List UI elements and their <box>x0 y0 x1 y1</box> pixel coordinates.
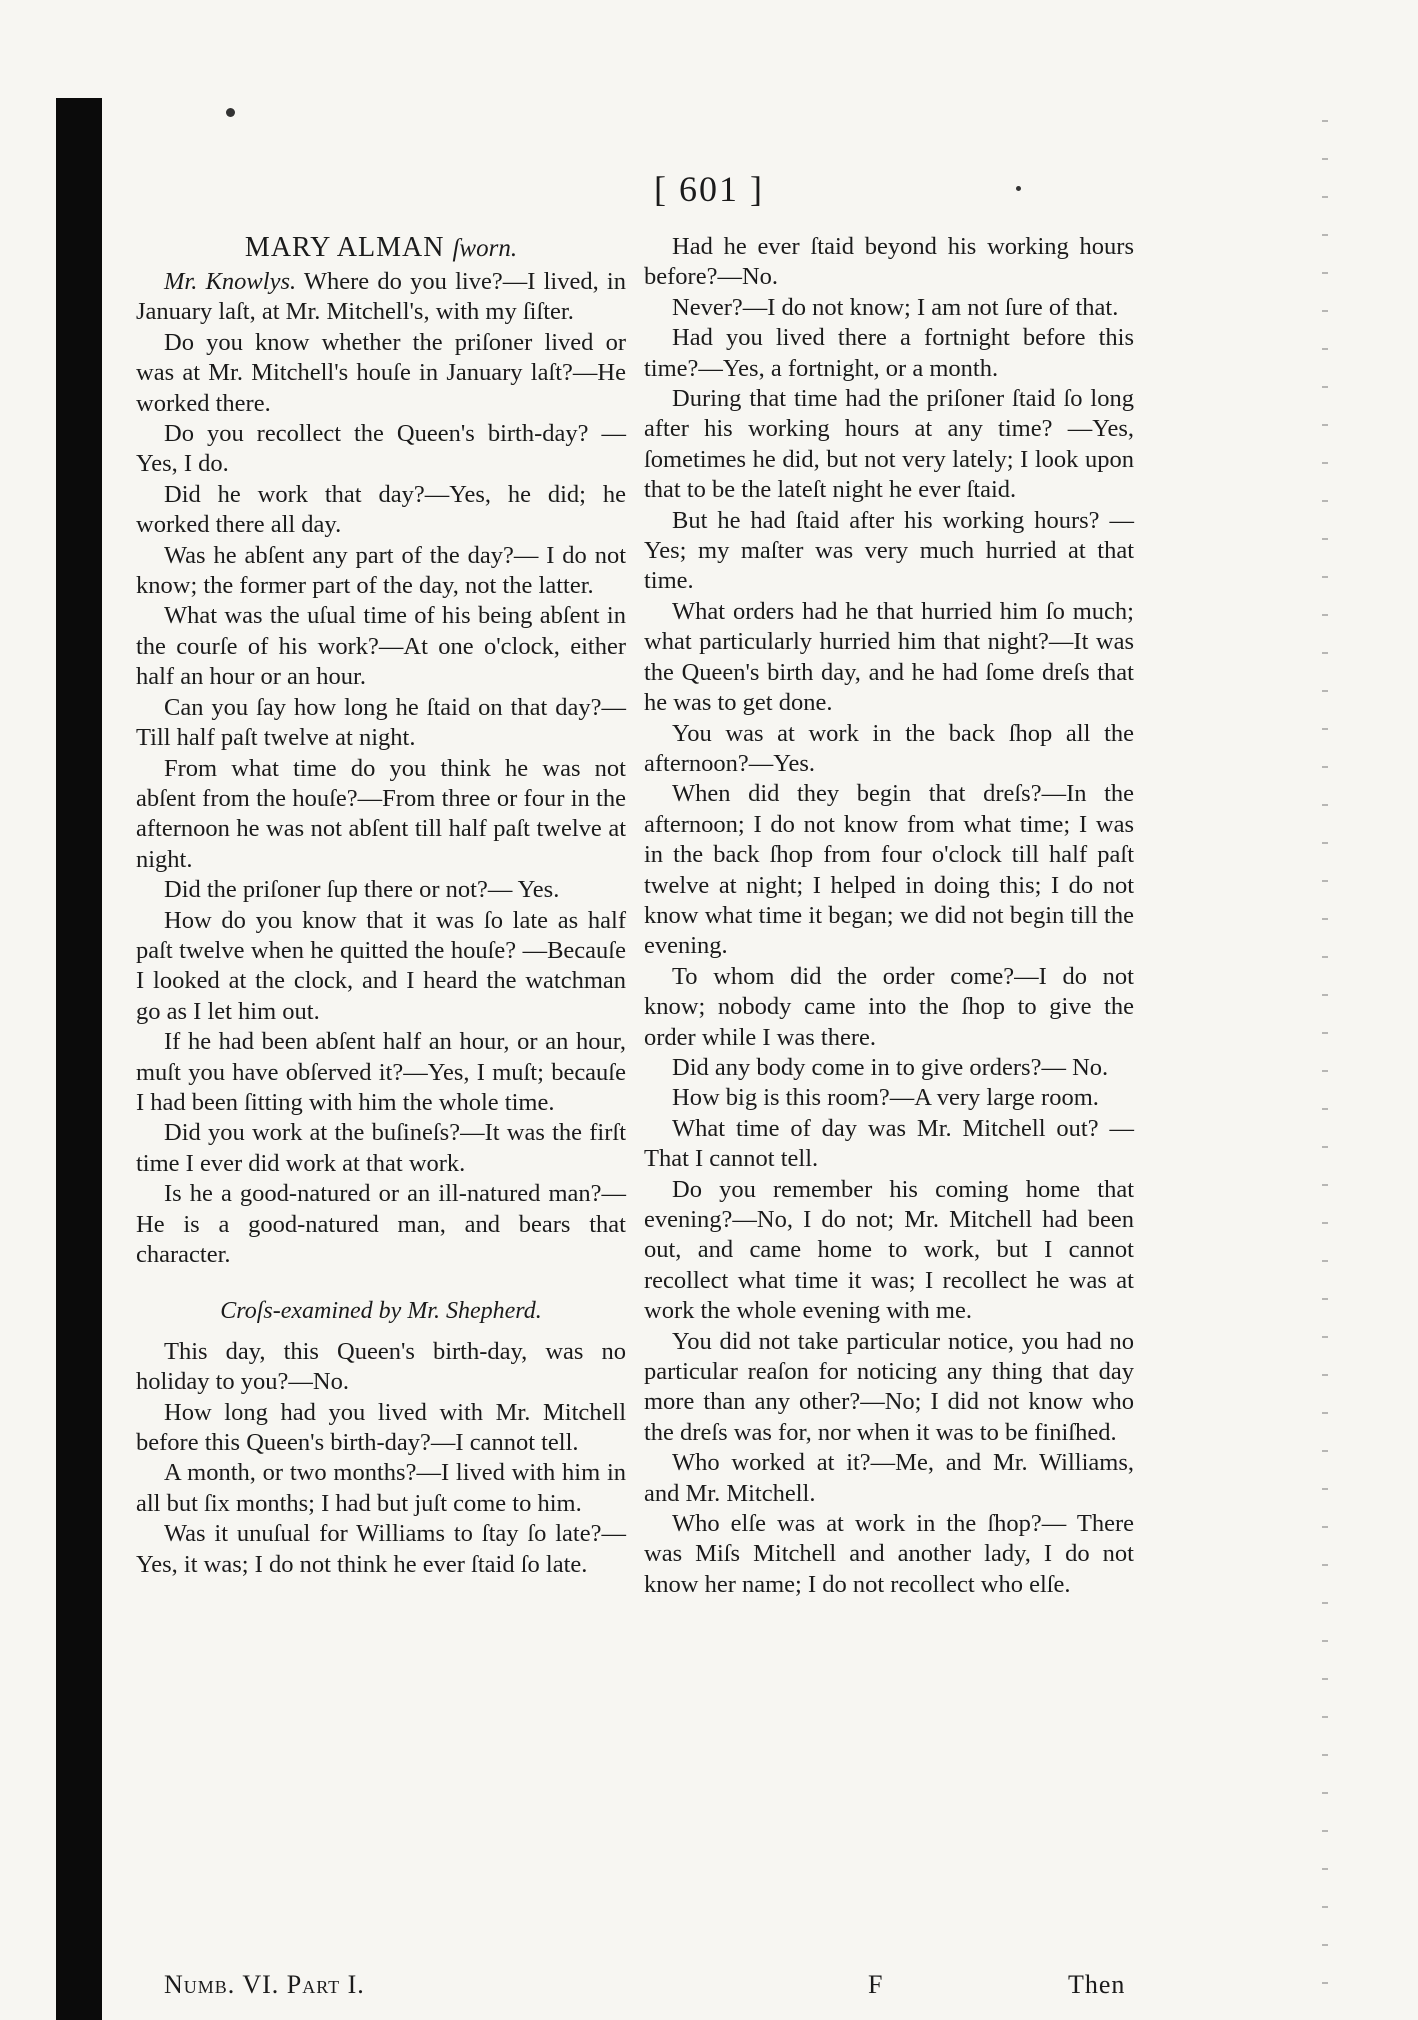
testimony-paragraph: Did any body come in to give orders?— No. <box>672 1053 1109 1081</box>
witness-heading <box>136 232 626 265</box>
testimony-paragraph: Was he abſent any part of the day?— I do not know; the former part of the day, not the latter. <box>136 541 626 600</box>
testimony-paragraph: To whom did the order come?—I do not know; nobody came into the ſhop to give the order while I was there. <box>644 962 1134 1051</box>
witness-status: ſworn. <box>452 235 518 262</box>
margin-specks <box>1322 120 1328 2000</box>
witness-name: MARY ALMAN <box>244 232 445 263</box>
signature-mark: F <box>868 1970 884 1999</box>
testimony-paragraph: A month, or two months?—I lived with him in all but ſix months; I had but juſt come to him. <box>136 1459 626 1517</box>
left-column <box>136 232 626 1580</box>
testimony-paragraph: Who elſe was at work in the ſhop?— There was Miſs Mitchell and another lady, I do not know her name; I do not recollect who elſe. <box>644 1510 1134 1598</box>
page-number: [ 601 ] <box>654 169 764 209</box>
cross-examination-heading: Croſs-examined by Mr. Shepherd. <box>220 1298 542 1325</box>
testimony-paragraph: How long had you lived with Mr. Mitchell before this Queen's birth-day?—I cannot tell. <box>136 1398 626 1457</box>
speaker-label: Mr. Knowlys. <box>164 268 297 295</box>
testimony-paragraph: Do you know whether the priſoner lived or was at Mr. Mitchell's houſe in January laſt?—He worked there. <box>136 328 626 417</box>
testimony-paragraph: Is he a good-natured or an ill-natured man?—He is a good-natured man, and bears that character. <box>136 1180 626 1268</box>
right-column <box>644 232 1134 1600</box>
testimony-paragraph: This day, this Queen's birth-day, was no holiday to you?—No. <box>136 1337 626 1396</box>
testimony-paragraph: Did he work that day?—Yes, he did; he worked there all day. <box>136 480 626 539</box>
testimony-paragraph: Who worked at it?—Me, and Mr. Williams, and Mr. Mitchell. <box>644 1449 1134 1507</box>
opening-text: Where do you live?—I lived, in January laſt, at Mr. Mitchell's, with my ſiſter. <box>136 268 626 326</box>
testimony-paragraph: What was the uſual time of his being abſent in the courſe of his work?—At one o'clock, either half an hour or an hour. <box>136 602 626 691</box>
testimony-paragraph: During that time had the priſoner ſtaid ſo long after his working hours at any time? —Yes, ſometimes he did, but not very lately; I look upon that to be the lateſt night he ever ſtaid. <box>644 385 1134 504</box>
testimony-paragraph: Did the priſoner ſup there or not?— Yes. <box>164 876 560 904</box>
testimony-paragraph: From what time do you think he was not abſent from the houſe?—From three or four in the afternoon he was not abſent till half paſt twelve at night. <box>136 754 626 873</box>
volume-footer: Numb. VI. Part I. <box>164 1970 365 1999</box>
testimony-paragraph: How do you know that it was ſo late as half paſt twelve when he quitted the houſe? —Becauſe I looked at the clock, and I heard the watchman go as I let him out. <box>136 906 626 1025</box>
testimony-paragraph: Do you remember his coming home that evening?—No, I do not; Mr. Mitchell had been out, and came home to work, but I cannot recollect what time it was; I recollect he was at work the whole evening with me. <box>644 1175 1134 1325</box>
binding-edge <box>56 98 102 2020</box>
testimony-paragraph: Never?—I do not know; I am not ſure of that. <box>672 293 1119 321</box>
testimony-paragraph: How big is this room?—A very large room. <box>672 1084 1099 1112</box>
testimony-paragraph: When did they begin that dreſs?—In the afternoon; I do not know from what time; I was in the back ſhop from four o'clock till half paſt twelve at night; I helped in doing this; I do not know what time it began; we did not begin till the evening. <box>644 780 1134 960</box>
testimony-paragraph: Did you work at the buſineſs?—It was the firſt time I ever did work at that work. <box>136 1119 626 1177</box>
testimony-paragraph: If he had been abſent half an hour, or an hour, muſt you have obſerved it?—Yes, I muſt; becauſe I had been ſitting with him the whole time. <box>136 1028 626 1116</box>
testimony-paragraph: Can you ſay how long he ſtaid on that day?—Till half paſt twelve at night. <box>136 693 626 752</box>
testimony-paragraph: Do you recollect the Queen's birth-day? —Yes, I do. <box>136 420 626 478</box>
testimony-paragraph: You was at work in the back ſhop all the afternoon?—Yes. <box>644 719 1134 777</box>
testimony-paragraph: What orders had he that hurried him ſo much; what particularly hurried him that night?—It was the Queen's birth day, and he had ſome dreſs that he was to get done. <box>644 597 1134 717</box>
testimony-paragraph: Had you lived there a fortnight before this time?—Yes, a fortnight, or a month. <box>644 324 1134 382</box>
opening-paragraph <box>136 267 626 328</box>
catchword: Then <box>1068 1970 1126 1999</box>
testimony-paragraph: What time of day was Mr. Mitchell out? —That I cannot tell. <box>644 1114 1134 1173</box>
testimony-paragraph: You did not take particular notice, you had no particular reaſon for noticing any thing that day more than any other?—No; I did not know who the dreſs was for, nor when it was to be finiſhed. <box>644 1327 1134 1446</box>
ink-speck <box>226 108 235 117</box>
testimony-paragraph: Was it unuſual for Williams to ſtay ſo late?—Yes, it was; I do not think he ever ſtaid ſo late. <box>136 1520 626 1578</box>
testimony-paragraph: Had he ever ſtaid beyond his working hours before?—No. <box>644 233 1134 291</box>
testimony-paragraph: But he had ſtaid after his working hours? —Yes; my maſter was very much hurried at that time. <box>644 506 1134 595</box>
